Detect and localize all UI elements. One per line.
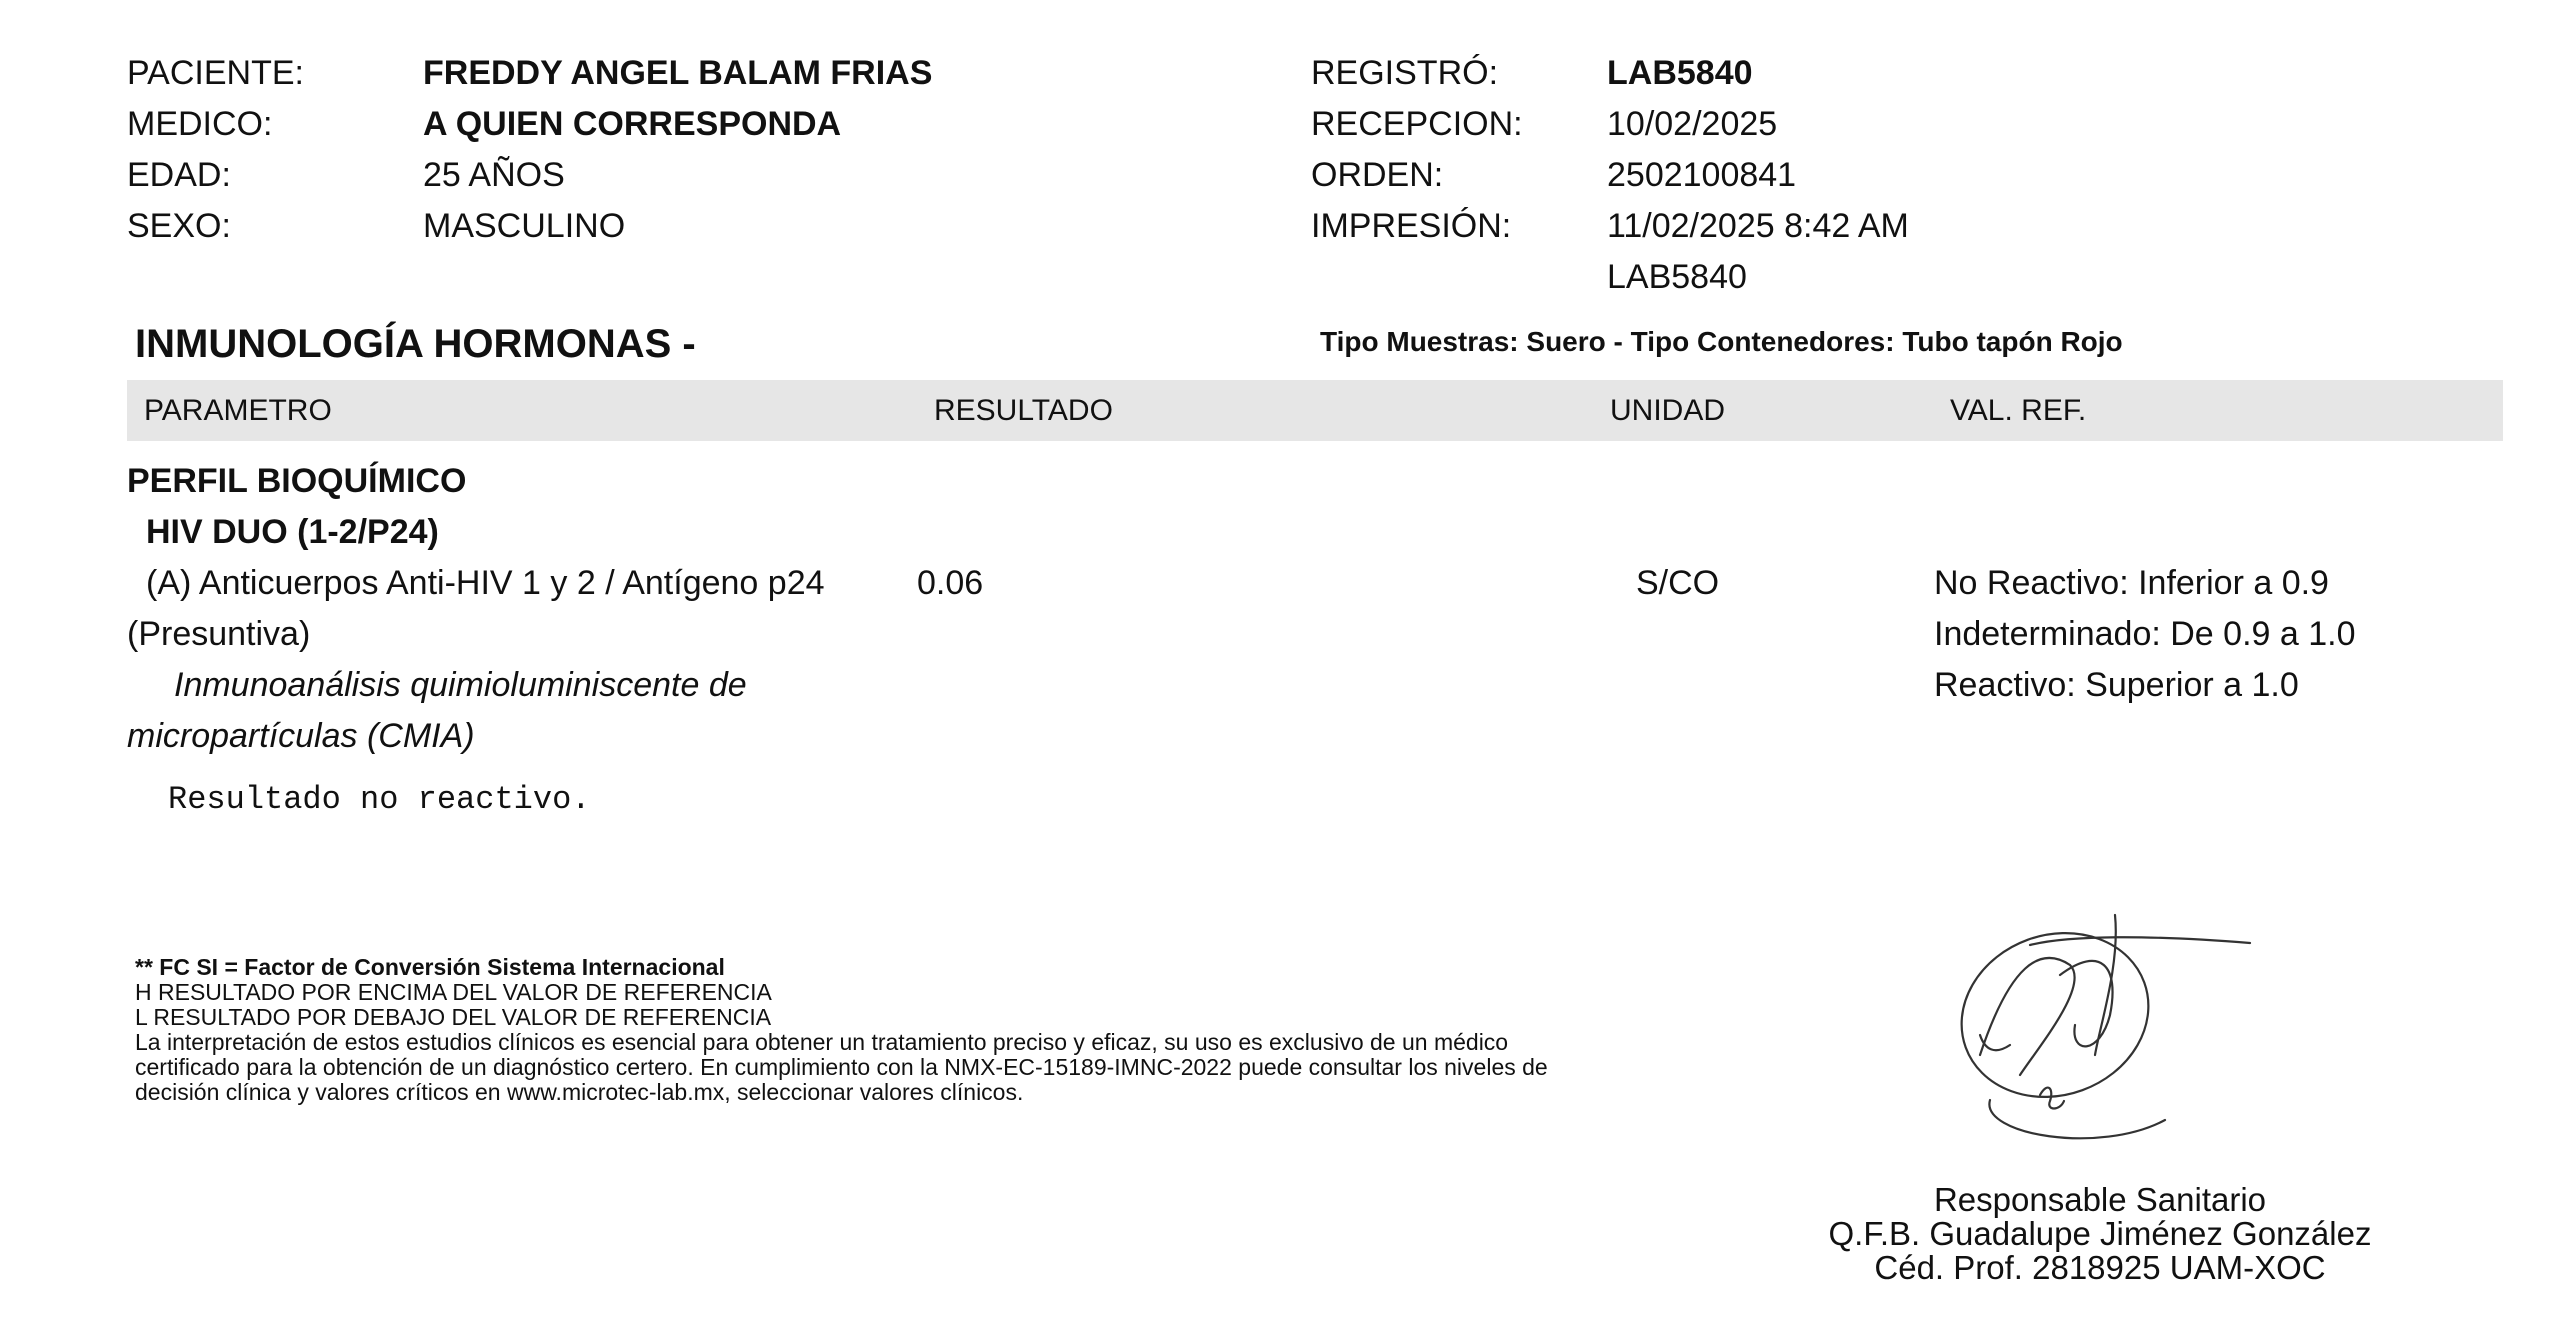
- order-value: 2502100841: [1607, 156, 1797, 194]
- age-value: 25 AÑOS: [423, 156, 565, 194]
- registered-label: REGISTRÓ:: [1311, 54, 1499, 92]
- patient-label: PACIENTE:: [127, 54, 304, 92]
- responsible-name: Q.F.B. Guadalupe Jiménez González: [1828, 1215, 2372, 1252]
- sex-value: MASCULINO: [423, 207, 626, 245]
- responsible-license: Céd. Prof. 2818925 UAM-XOC: [1874, 1249, 2326, 1286]
- unit-value: S/CO: [1636, 564, 1720, 602]
- ref-line-1: No Reactivo: Inferior a 0.9: [1934, 564, 2329, 602]
- sample-type: Tipo Muestras: Suero - Tipo Contenedores: Tubo tapón Rojo: [1320, 326, 2123, 357]
- ref-line-2: Indeterminado: De 0.9 a 1.0: [1934, 615, 2356, 653]
- doctor-label: MEDICO:: [127, 105, 273, 143]
- age-label: EDAD:: [127, 156, 231, 194]
- signature-image: [1950, 905, 2270, 1160]
- test-title: HIV DUO (1-2/P24): [146, 513, 439, 551]
- ref-line-3: Reactivo: Superior a 1.0: [1934, 666, 2299, 704]
- doctor-value: A QUIEN CORRESPONDA: [423, 105, 842, 143]
- method-cont: micropartículas (CMIA): [127, 717, 475, 755]
- parameter-name: (A) Anticuerpos Anti-HIV 1 y 2 / Antígeno p24: [146, 564, 825, 602]
- print-label: IMPRESIÓN:: [1311, 207, 1512, 245]
- footer-line-1: H RESULTADO POR ENCIMA DEL VALOR DE REFERENCIA: [135, 979, 772, 1005]
- sex-label: SEXO:: [127, 207, 231, 245]
- order-label: ORDEN:: [1311, 156, 1444, 194]
- lab-code: LAB5840: [1607, 258, 1747, 296]
- method: Inmunoanálisis quimioluminiscente de: [174, 666, 747, 704]
- table-header: [127, 380, 2503, 441]
- responsible-title: Responsable Sanitario: [1933, 1181, 2267, 1218]
- footer-line-3: La interpretación de estos estudios clínicos es esencial para obtener un tratamiento preciso y eficaz, su uso es exclusivo de un médico: [135, 1029, 1509, 1055]
- group-title: PERFIL BIOQUÍMICO: [127, 462, 467, 500]
- header-ref: VAL. REF.: [1950, 394, 2087, 427]
- footer-line-2: L RESULTADO POR DEBAJO DEL VALOR DE REFERENCIA: [135, 1004, 772, 1030]
- footer-line-5: decisión clínica y valores críticos en www.microtec-lab.mx, seleccionar valores clínicos.: [135, 1079, 1024, 1105]
- result-comment: Resultado no reactivo.: [168, 781, 591, 818]
- footer-line-4: certificado para la obtención de un diagnóstico certero. En cumplimiento con la NMX-EC-15189-IMNC-2022 puede consultar los niveles de: [135, 1054, 1548, 1080]
- footer-bold-line: ** FC SI = Factor de Conversión Sistema Internacional: [135, 954, 725, 980]
- parameter-name-cont: (Presuntiva): [127, 615, 311, 653]
- result-value: 0.06: [917, 564, 984, 602]
- reception-value: 10/02/2025: [1607, 105, 1778, 143]
- header-result: RESULTADO: [934, 394, 1113, 427]
- header-unit: UNIDAD: [1610, 394, 1726, 427]
- section-title: INMUNOLOGÍA HORMONAS -: [135, 322, 696, 366]
- print-value: 11/02/2025 8:42 AM: [1607, 207, 1909, 245]
- reception-label: RECEPCION:: [1311, 105, 1523, 143]
- registered-value: LAB5840: [1607, 54, 1753, 92]
- patient-name: FREDDY ANGEL BALAM FRIAS: [423, 54, 933, 92]
- header-parameter: PARAMETRO: [144, 394, 332, 427]
